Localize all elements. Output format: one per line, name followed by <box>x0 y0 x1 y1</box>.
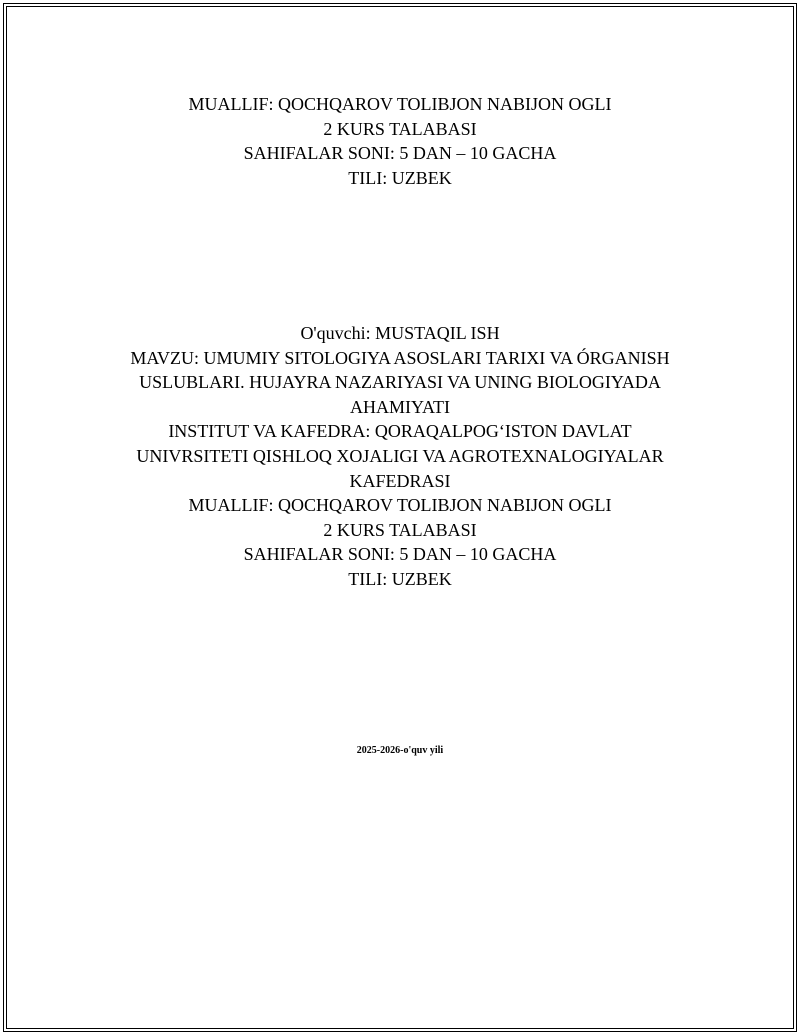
institute-line-1: INSTITUT VA KAFEDRA: QORAQALPOG‘ISTON DAVLAT <box>168 421 632 442</box>
author-line: MUALLIF: QOCHQAROV TOLIBJON NABIJON OGLI <box>188 94 612 114</box>
title-block <box>0 321 800 592</box>
topic-line-1: MAVZU: UMUMIY SITOLOGIYA ASOSLARI TARIXI VA ÓRGANISH <box>130 347 670 368</box>
topic-line-3: AHAMIYATI <box>350 396 450 417</box>
topic-line-2: USLUBLARI. HUJAYRA NAZARIYASI VA UNING BIOLOGIYADA <box>139 372 661 393</box>
pages-line: SAHIFALAR SONI: 5 DAN – 10 GACHA <box>243 143 557 164</box>
institute-line-3: KAFEDRASI <box>349 470 451 491</box>
language-line: TILI: UZBEK <box>348 167 452 188</box>
academic-year: 2025-2026-o'quv yili <box>356 745 444 756</box>
language-line: TILI: UZBEK <box>348 568 452 589</box>
author-line: MUALLIF: QOCHQAROV TOLIBJON NABIJON OGLI <box>188 495 612 516</box>
institute-line-2: UNIVRSITETI QISHLOQ XOJALIGI VA AGROTEXNALOGIYALAR <box>136 445 664 466</box>
course-line: 2 KURS TALABASI <box>323 118 477 139</box>
pages-line: SAHIFALAR SONI: 5 DAN – 10 GACHA <box>243 544 557 565</box>
author-info-block <box>0 92 800 190</box>
work-type-line: O'quvchi: MUSTAQIL ISH <box>300 323 500 343</box>
course-line: 2 KURS TALABASI <box>323 519 477 540</box>
